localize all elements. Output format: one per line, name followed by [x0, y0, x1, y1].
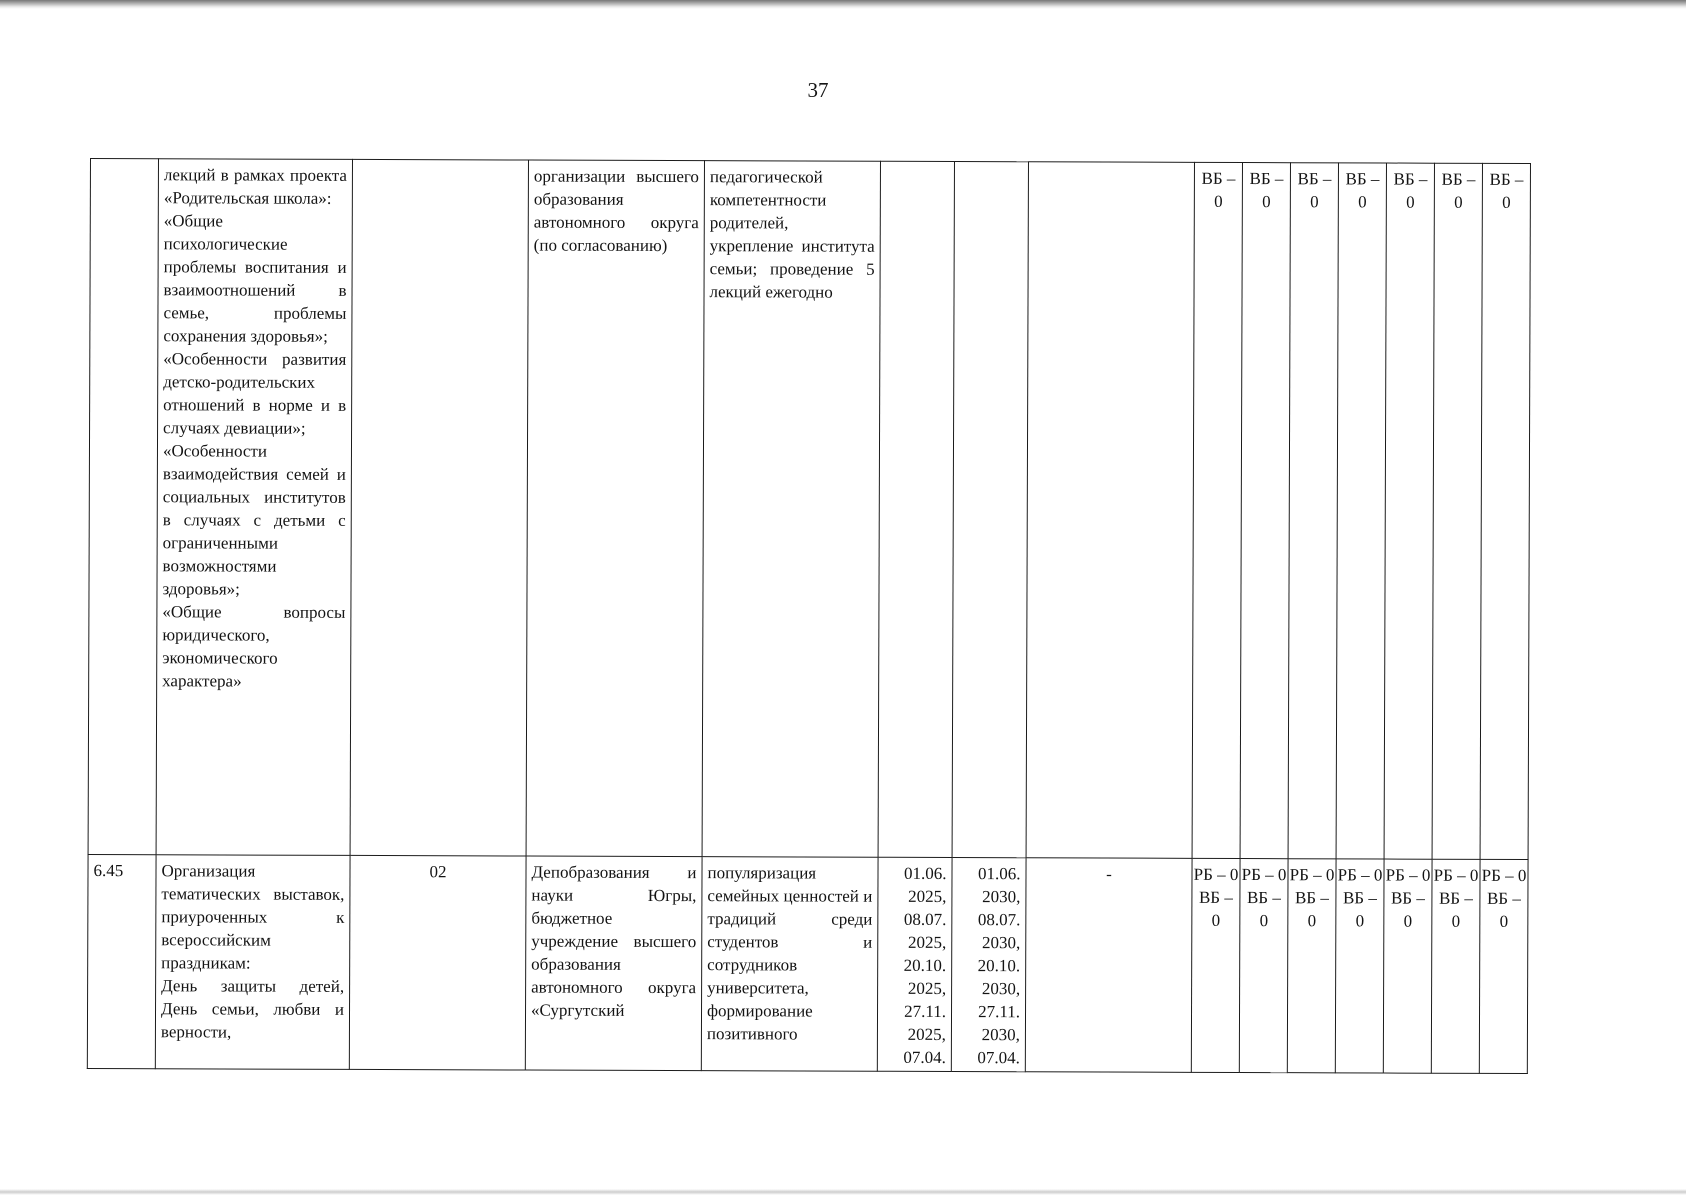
- scan-edge-top: [0, 0, 1686, 9]
- event-line: Организация тематических выставок, приуроченных к всероссийским праздникам:: [161, 861, 345, 973]
- code-cell: 02: [349, 855, 526, 1070]
- extra-cell: [1026, 162, 1194, 859]
- row-number: [88, 159, 158, 855]
- finance-value: ВБ – 0: [1441, 169, 1476, 212]
- event-line: «Особенности развития детско-родительских отношений в норме и в случаях девиации»;: [163, 349, 347, 438]
- end-date-cell: 01.06. 2030, 08.07. 2030, 20.10. 2030, 27.11. 2030, 07.04.: [951, 858, 1026, 1072]
- finance-value: ВБ – 0: [1489, 169, 1524, 212]
- finance-value: ВБ – 0: [1342, 888, 1377, 931]
- finance-cell: [1336, 163, 1386, 859]
- result-cell: педагогической компетентности родителей, укрепление института семьи; проведение 5 лекций ежегодно: [702, 161, 880, 858]
- start-date-cell: 01.06. 2025, 08.07. 2025, 20.10. 2025, 27.11. 2025, 07.04.: [877, 857, 952, 1071]
- finance-value: ВБ – 0: [1393, 169, 1428, 212]
- finance-cell: [1384, 163, 1434, 859]
- page-number: 37: [807, 78, 829, 102]
- event-line: День защиты детей, День семьи, любви и верности,: [160, 976, 345, 1042]
- finance-value: РБ – 0: [1433, 865, 1479, 885]
- row-number: 6.45: [87, 854, 156, 1068]
- finance-value: РБ – 0: [1241, 865, 1287, 885]
- finance-cell: [1383, 859, 1432, 1073]
- executor-cell: организации высшего образования автономного округа (по согласованию): [526, 160, 704, 857]
- finance-cell: [1192, 162, 1242, 858]
- finance-value: ВБ – 0: [1297, 169, 1332, 212]
- end-date-cell: [952, 162, 1028, 858]
- event-line: «Особенности взаимодействия семей и социальных институтов в случаях с детьми с ограниченными возможностями здоровья»;: [162, 441, 346, 599]
- finance-value: ВБ – 0: [1246, 888, 1281, 931]
- finance-value: ВБ – 0: [1249, 169, 1284, 212]
- finance-value: РБ – 0: [1385, 865, 1431, 885]
- table-row: [87, 854, 1528, 1073]
- finance-value: ВБ – 0: [1390, 888, 1425, 931]
- finance-cell: [1240, 163, 1290, 859]
- finance-cell: [1335, 859, 1384, 1073]
- finance-cell: [1432, 163, 1482, 859]
- finance-value: РБ – 0: [1289, 865, 1335, 885]
- code-cell: [350, 159, 528, 856]
- finance-value: ВБ – 0: [1198, 887, 1233, 930]
- measures-table: [87, 158, 1531, 1074]
- event-cell: [156, 159, 352, 856]
- finance-value: ВБ – 0: [1486, 888, 1521, 931]
- finance-value: ВБ – 0: [1201, 168, 1236, 211]
- extra-cell: -: [1025, 858, 1192, 1073]
- finance-cell: [1191, 858, 1240, 1072]
- start-date-cell: [878, 161, 954, 857]
- event-line: «Общие вопросы юридического, экономического характера»: [162, 602, 346, 691]
- result-cell: популяризация семейных ценностей и традиций среди студентов и сотрудников университета, формирование позитивного: [701, 857, 878, 1072]
- finance-value: ВБ – 0: [1345, 169, 1380, 212]
- finance-value: РБ – 0: [1481, 865, 1527, 886]
- executor-cell: Депобразования и науки Югры, бюджетное учреждение высшего образования автономного округа «Сургутский: [525, 856, 702, 1071]
- finance-cell: [1239, 859, 1288, 1073]
- finance-cell: [1431, 859, 1480, 1073]
- finance-value: РБ – 0: [1337, 865, 1383, 885]
- event-line: лекций в рамках проекта «Родительская школа»:: [163, 165, 347, 208]
- finance-value: ВБ – 0: [1294, 888, 1329, 931]
- event-cell: [155, 855, 350, 1070]
- finance-cell: [1479, 859, 1528, 1073]
- event-line: «Общие психологические проблемы воспитания и взаимоотношений в семье, проблемы сохранения здоровья»;: [163, 211, 347, 346]
- finance-value: РБ – 0: [1193, 864, 1239, 885]
- finance-cell: [1287, 859, 1336, 1073]
- finance-cell: [1480, 163, 1530, 859]
- scan-edge-bottom: [0, 1189, 1686, 1195]
- finance-cell: [1288, 163, 1338, 859]
- table-row: [88, 159, 1530, 860]
- finance-value: ВБ – 0: [1438, 888, 1473, 931]
